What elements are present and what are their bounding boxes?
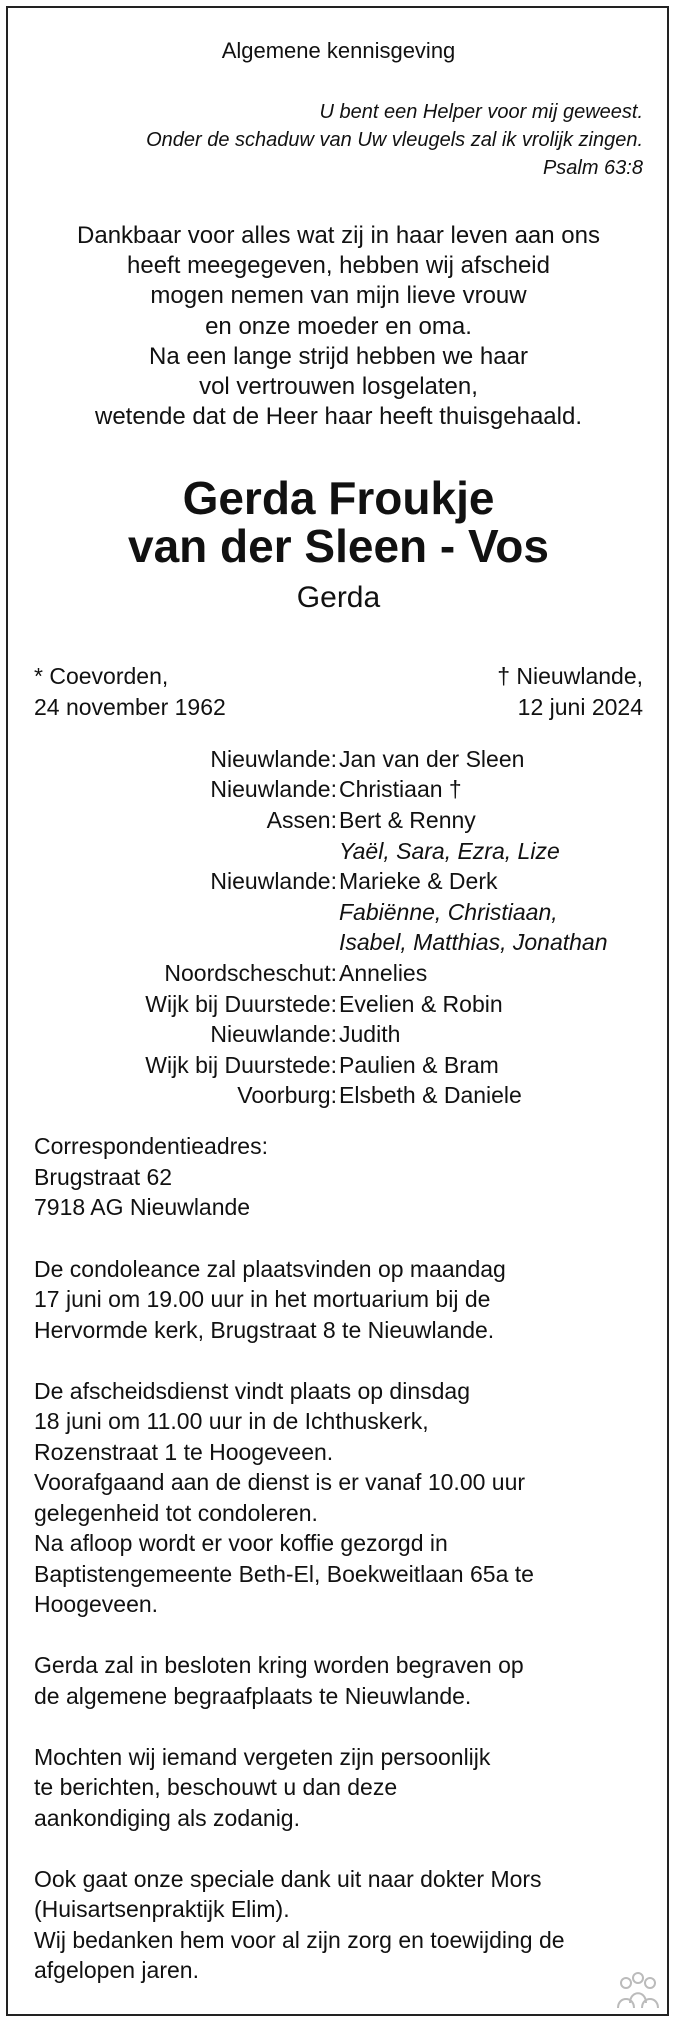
family-names: Evelien & Robin	[339, 991, 503, 1017]
burial-line-1: Gerda zal in besloten kring worden begraven op	[34, 1652, 524, 1678]
service-line-3: Rozenstraat 1 te Hoogeveen.	[34, 1439, 334, 1465]
family-grandchildren: Isabel, Matthias, Jonathan	[339, 929, 608, 955]
intro-line-1: Dankbaar voor alles wat zij in haar leven aan ons	[77, 222, 600, 249]
family-names: Judith	[339, 1021, 401, 1047]
birth-place: * Coevorden,	[34, 663, 169, 689]
intro-line-4: en onze moeder en oma.	[205, 313, 472, 340]
thanks-line-2: (Huisartsenpraktijk Elim).	[34, 1896, 290, 1922]
family-place: Nieuwlande:	[210, 776, 337, 802]
family-place: Voorburg:	[237, 1082, 337, 1108]
address-label: Correspondentieadres:	[34, 1133, 268, 1159]
family-names: Bert & Renny	[339, 807, 476, 833]
notice-title: Algemene kennisgeving	[221, 38, 456, 63]
deceased-nickname: Gerda	[296, 581, 381, 614]
people-group-icon	[616, 1970, 660, 2012]
address-street: Brugstraat 62	[34, 1164, 173, 1190]
thanks-line-1: Ook gaat onze speciale dank uit naar dokter Mors	[34, 1866, 542, 1892]
address-postcode: 7918 AG Nieuwlande	[34, 1194, 251, 1220]
condolence-line-1: De condoleance zal plaatsvinden op maandag	[34, 1256, 506, 1282]
family-place: Wijk bij Duurstede:	[145, 991, 337, 1017]
family-names: Marieke & Derk	[339, 868, 498, 894]
family-place: Assen:	[266, 807, 337, 833]
service-line-2: 18 juni om 11.00 uur in de Ichthuskerk,	[34, 1408, 429, 1434]
family-place: Wijk bij Duurstede:	[145, 1052, 337, 1078]
condolence-line-2: 17 juni om 19.00 uur in het mortuarium bij de	[34, 1286, 491, 1312]
quote-line-1: U bent een Helper voor mij geweest.	[319, 101, 643, 123]
family-names: Annelies	[339, 960, 428, 986]
family-place: Nieuwlande:	[210, 746, 337, 772]
family-names: Paulien & Bram	[339, 1052, 499, 1078]
intro-line-2: heeft meegegeven, hebben wij afscheid	[127, 252, 550, 279]
intro-line-5: Na een lange strijd hebben we haar	[149, 343, 528, 370]
death-date: 12 juni 2024	[517, 694, 643, 720]
service-line-1: De afscheidsdienst vindt plaats op dinsdag	[34, 1378, 471, 1404]
family-names: Christiaan †	[339, 776, 462, 802]
deceased-name-line-1: Gerda Froukje	[182, 472, 495, 524]
deceased-name-line-2: van der Sleen - Vos	[128, 520, 549, 572]
birth-date: 24 november 1962	[34, 694, 226, 720]
quote-line-2: Onder de schaduw van Uw vleugels zal ik vrolijk zingen.	[146, 129, 643, 151]
thanks-line-3: Wij bedanken hem voor al zijn zorg en toewijding de	[34, 1927, 565, 1953]
intro-line-6: vol vertrouwen losgelaten,	[199, 373, 478, 400]
family-place: Noordscheschut:	[164, 960, 337, 986]
intro-line-7: wetende dat de Heer haar heeft thuisgehaald.	[94, 403, 583, 430]
service-line-5: gelegenheid tot condoleren.	[34, 1500, 318, 1526]
family-names: Jan van der Sleen	[339, 746, 525, 772]
service-line-7: Baptistengemeente Beth-El, Boekweitlaan 65a te	[34, 1561, 534, 1587]
notice-line-1: Mochten wij iemand vergeten zijn persoonlijk	[34, 1744, 491, 1770]
condolence-line-3: Hervormde kerk, Brugstraat 8 te Nieuwlande.	[34, 1317, 495, 1343]
service-line-4: Voorafgaand aan de dienst is er vanaf 10.00 uur	[34, 1469, 526, 1495]
family-place: Nieuwlande:	[210, 868, 337, 894]
notice-line-2: te berichten, beschouwt u dan deze	[34, 1774, 398, 1800]
service-line-6: Na afloop wordt er voor koffie gezorgd in	[34, 1530, 448, 1556]
burial-line-2: de algemene begraafplaats te Nieuwlande.	[34, 1683, 472, 1709]
family-names: Elsbeth & Daniele	[339, 1082, 522, 1108]
quote-reference: Psalm 63:8	[542, 157, 643, 179]
notice-line-3: aankondiging als zodanig.	[34, 1805, 300, 1831]
family-place: Nieuwlande:	[210, 1021, 337, 1047]
family-grandchildren: Fabiënne, Christiaan,	[339, 899, 558, 925]
family-grandchildren: Yaël, Sara, Ezra, Lize	[339, 838, 560, 864]
death-place: † Nieuwlande,	[497, 663, 643, 689]
intro-line-3: mogen nemen van mijn lieve vrouw	[150, 282, 527, 309]
service-line-8: Hoogeveen.	[34, 1591, 159, 1617]
thanks-line-4: afgelopen jaren.	[34, 1957, 199, 1983]
